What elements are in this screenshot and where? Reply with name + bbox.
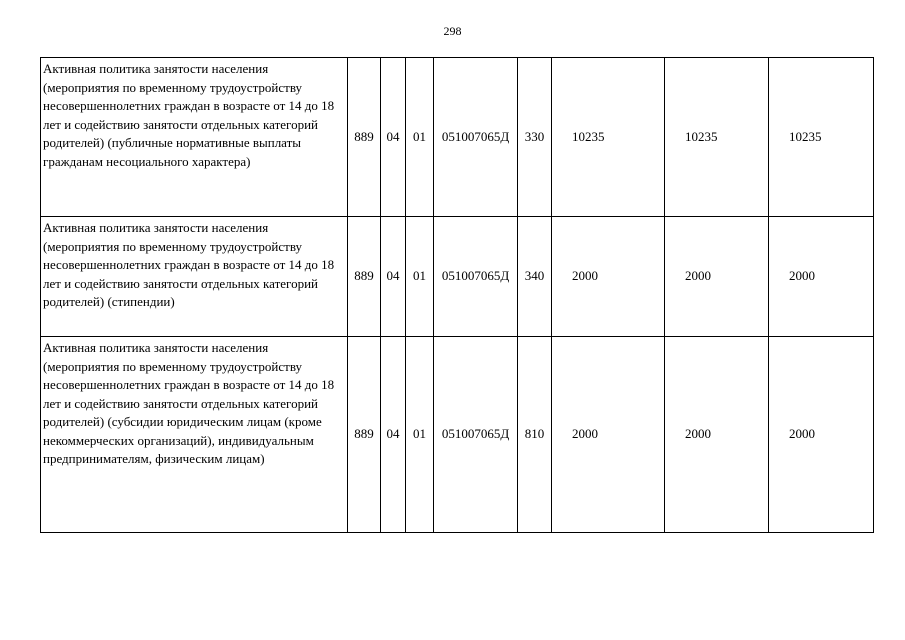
section-code-cell: 04: [381, 217, 406, 337]
page-number: 298: [443, 24, 462, 38]
target-article-cell: 051007065Д: [434, 58, 518, 217]
table-row: [41, 337, 874, 533]
target-article-cell: 051007065Д: [434, 217, 518, 337]
amount-cell-3: 2000: [769, 337, 874, 533]
subsection-code-cell: 01: [406, 337, 434, 533]
expense-type-cell: 330: [518, 58, 552, 217]
budget-table: [40, 57, 874, 533]
description-cell: Активная политика занятости населения (мероприятия по временному трудоустройству несовершеннолетних граждан в возрасте от 14 до 18 лет и содействию занятости отдельных категорий родителей) (стипендии): [41, 217, 348, 337]
amount-cell-3: 2000: [769, 217, 874, 337]
description-cell: Активная политика занятости населения (мероприятия по временному трудоустройству несовершеннолетних граждан в возрасте от 14 до 18 лет и содействию занятости отдельных категорий родителей) (публичные нормативные выплаты гражданам несоциального характера): [41, 58, 348, 217]
amount-cell-2: 10235: [665, 58, 769, 217]
amount-cell-1: 2000: [552, 337, 665, 533]
ministry-code-cell: 889: [348, 337, 381, 533]
amount-cell-2: 2000: [665, 337, 769, 533]
ministry-code-cell: 889: [348, 217, 381, 337]
table-row: [41, 58, 874, 217]
target-article-cell: 051007065Д: [434, 337, 518, 533]
section-code-cell: 04: [381, 58, 406, 217]
subsection-code-cell: 01: [406, 58, 434, 217]
ministry-code-cell: 889: [348, 58, 381, 217]
amount-cell-1: 2000: [552, 217, 665, 337]
amount-cell-1: 10235: [552, 58, 665, 217]
table-row: [41, 217, 874, 337]
subsection-code-cell: 01: [406, 217, 434, 337]
description-cell: Активная политика занятости населения (мероприятия по временному трудоустройству несовершеннолетних граждан в возрасте от 14 до 18 лет и содействию занятости отдельных категорий родителей) (субсидии юридическим лицам (кроме некоммерческих организаций), индивидуальным предпринимателям, физическим лицам): [41, 337, 348, 533]
amount-cell-2: 2000: [665, 217, 769, 337]
amount-cell-3: 10235: [769, 58, 874, 217]
expense-type-cell: 340: [518, 217, 552, 337]
expense-type-cell: 810: [518, 337, 552, 533]
section-code-cell: 04: [381, 337, 406, 533]
